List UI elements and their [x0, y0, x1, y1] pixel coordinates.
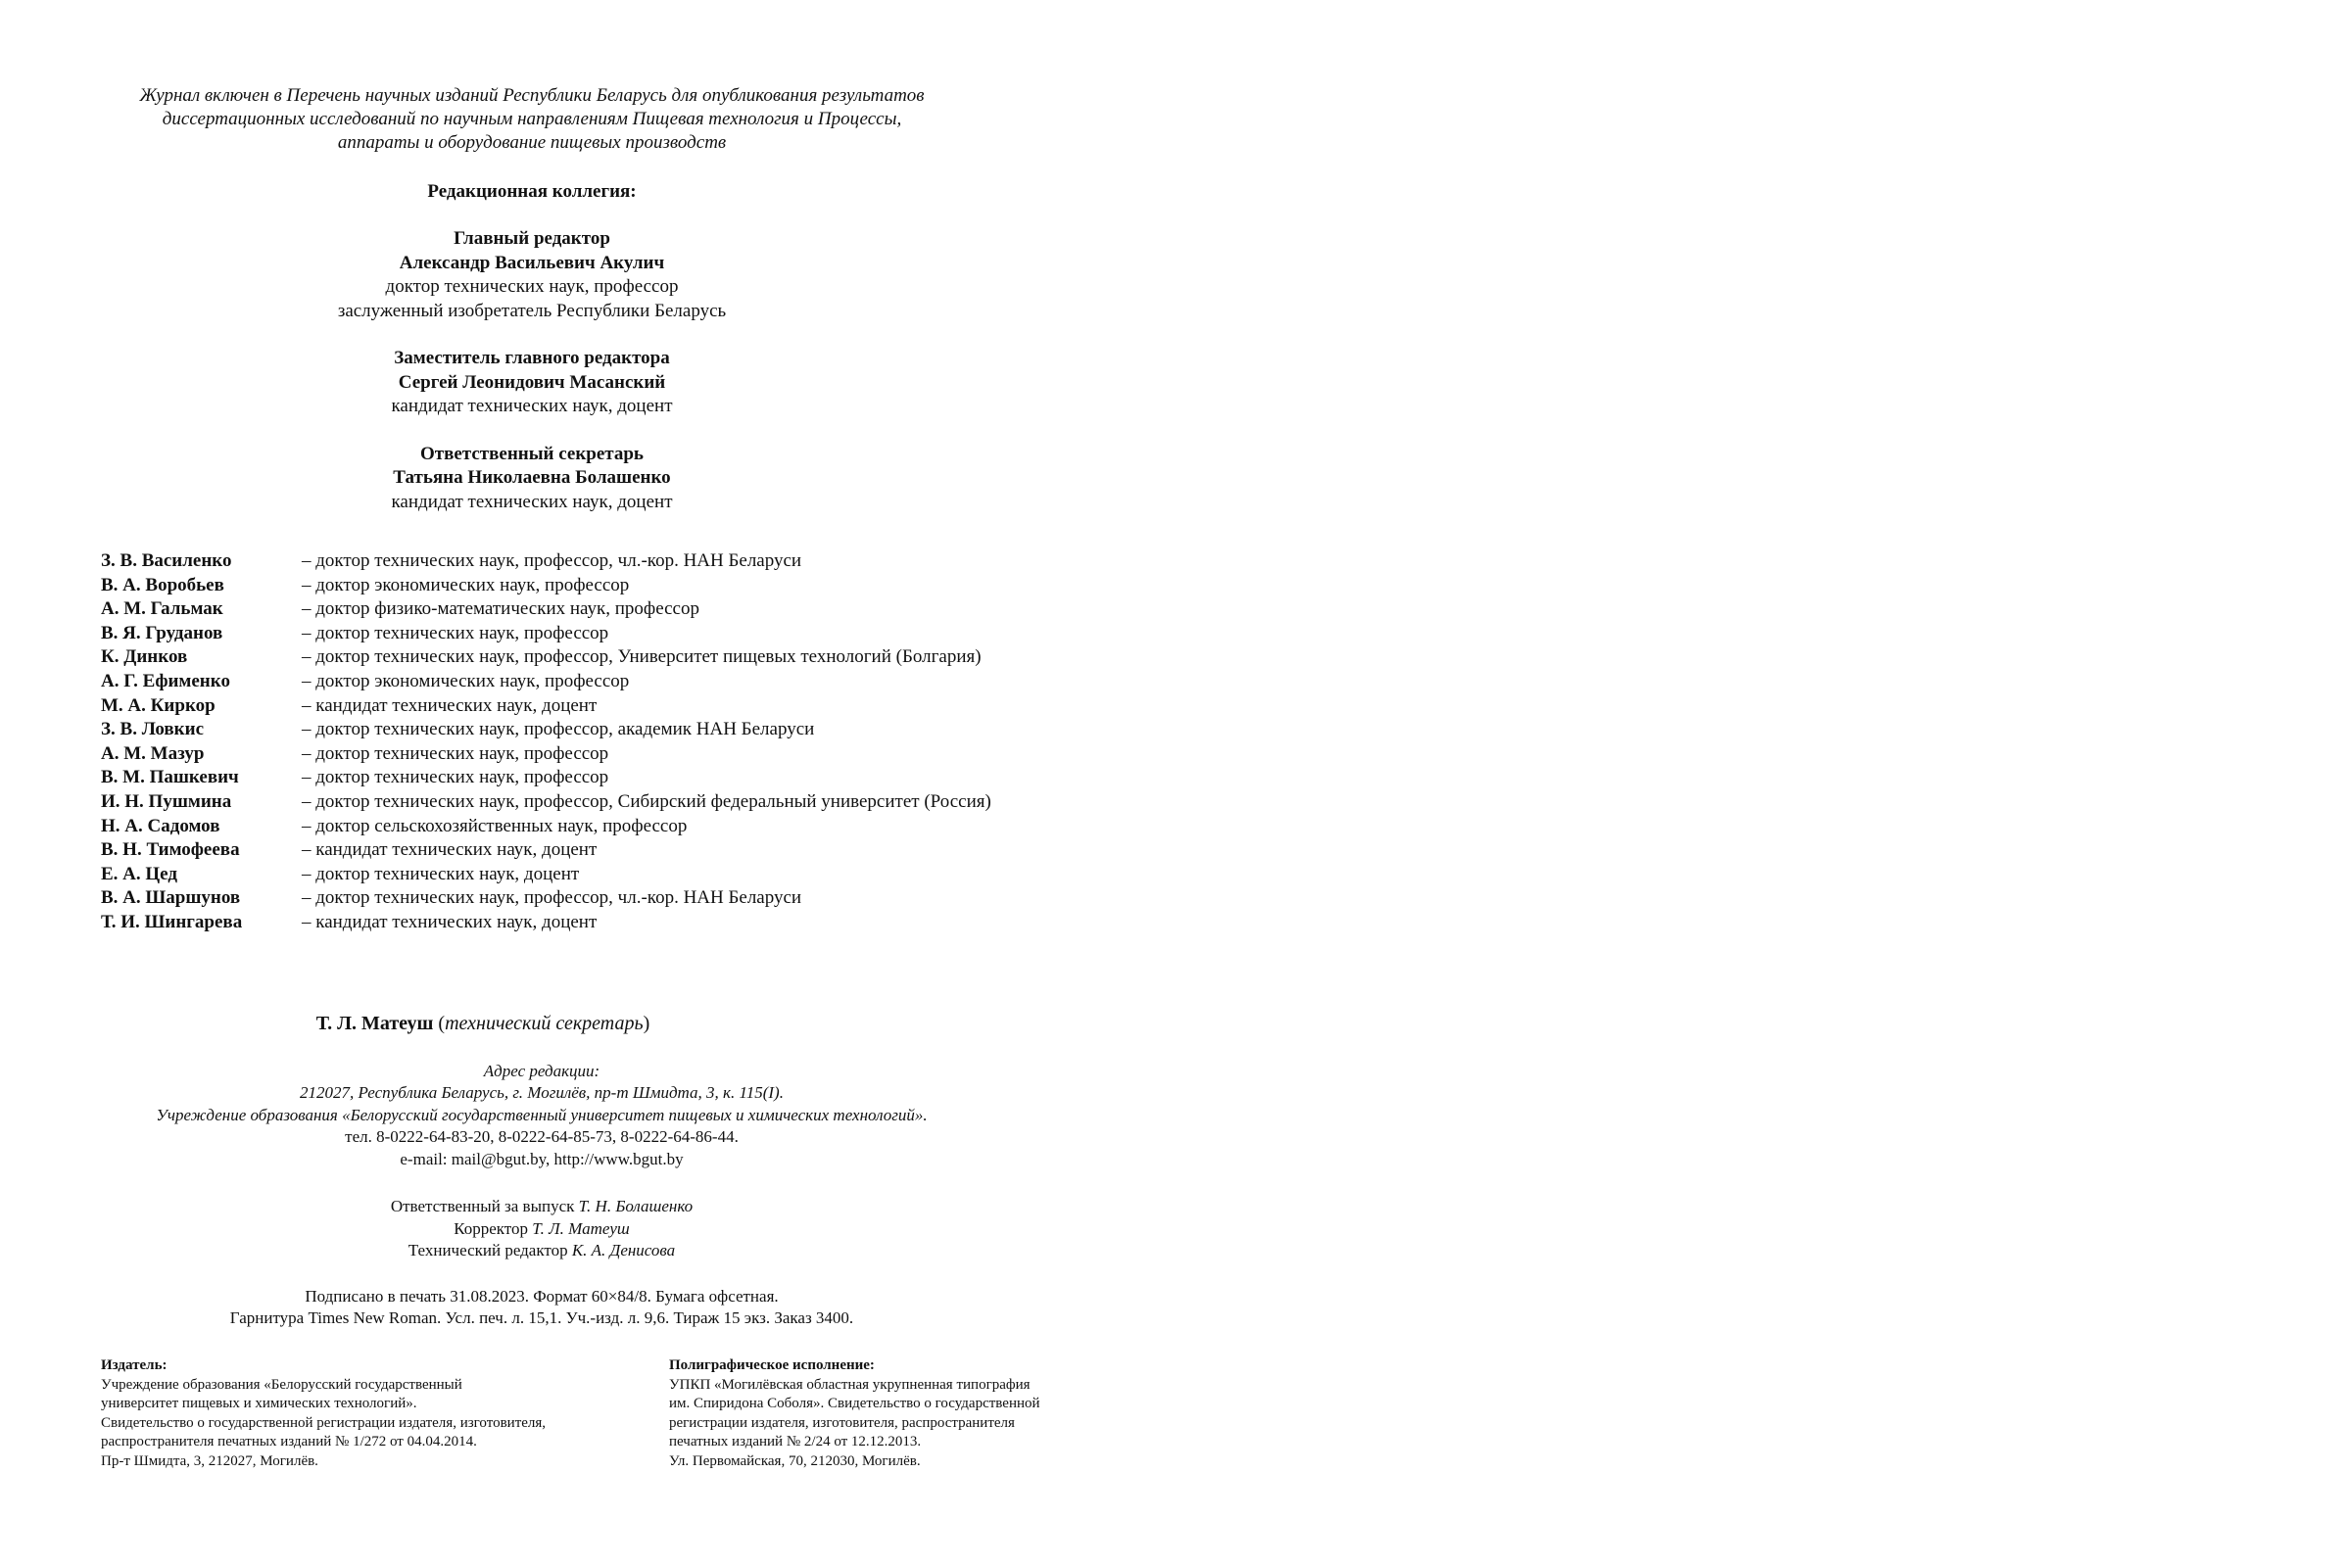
address-phones: тел. 8-0222-64-83-20, 8-0222-64-85-73, 8-0222-64-86-44.	[345, 1127, 739, 1146]
member-row	[101, 670, 1080, 694]
member-name: Н. А. Садомов	[101, 815, 220, 836]
editorial-board-title: Редакционная коллегия:	[427, 181, 637, 202]
publisher-line: распространителя печатных изданий № 1/272 от 04.04.2014.	[101, 1434, 477, 1449]
member-name: А. Г. Ефименко	[101, 670, 230, 691]
publisher-line: Пр-т Шмидта, 3, 212027, Могилёв.	[101, 1452, 318, 1469]
member-description: – доктор сельскохозяйственных наук, профессор	[302, 815, 688, 836]
chief-editor-degree: доктор технических наук, профессор	[385, 276, 679, 297]
member-row	[101, 549, 1080, 574]
member-row	[101, 815, 1080, 839]
close-paren: )	[643, 1012, 650, 1034]
member-name: В. М. Пашкевич	[101, 767, 239, 788]
technical-editor	[3, 1240, 1080, 1262]
deputy-editor-name: Сергей Леонидович Масанский	[398, 371, 666, 393]
release-label: Ответственный за выпуск	[390, 1197, 579, 1215]
printer-line: УПКП «Могилёвская областная укрупненная типография	[669, 1376, 1031, 1393]
member-row	[101, 718, 1080, 742]
intro-line: аппараты и оборудование пищевых производств	[337, 132, 727, 153]
technical-secretary-name: Т. Л. Матеуш	[315, 1012, 434, 1034]
member-name: А. М. Мазур	[101, 742, 205, 764]
journal-imprint-page	[101, 84, 1080, 1330]
chief-editor-role: Главный редактор	[454, 228, 610, 249]
deputy-editor-degree: кандидат технических наук, доцент	[391, 396, 673, 416]
member-row	[101, 597, 1080, 622]
address-line: 212027, Республика Беларусь, г. Могилёв, пр-т Шмидта, 3, к. 115(I).	[300, 1083, 784, 1102]
responsible-persons	[3, 1196, 1080, 1262]
address-email: e-mail: mail@bgut.by, http://www.bgut.by	[400, 1149, 684, 1168]
editorial-address	[3, 1061, 1080, 1171]
member-row	[101, 911, 1080, 935]
member-row	[101, 886, 1080, 911]
publisher-header: Издатель:	[101, 1357, 168, 1373]
member-description: – доктор экономических наук, профессор	[302, 670, 630, 691]
member-name: З. В. Василенко	[101, 550, 232, 571]
printer-header: Полиграфическое исполнение:	[669, 1357, 875, 1373]
intro-line: Журнал включен в Перечень научных изданий Республики Беларусь для опубликования результатов	[139, 85, 925, 106]
board-members-list	[101, 549, 1080, 935]
member-row	[101, 574, 1080, 598]
member-row	[101, 766, 1080, 790]
member-name: А. М. Гальмак	[101, 598, 223, 620]
member-description: – доктор технических наук, профессор, академик НАН Беларуси	[302, 719, 815, 740]
printer-line: им. Спиридона Соболя». Свидетельство о государственной	[669, 1396, 1040, 1411]
journal-inclusion-note	[91, 84, 973, 155]
member-name: В. А. Воробьев	[101, 574, 224, 595]
member-description: – доктор технических наук, профессор, чл.-кор. НАН Беларуси	[302, 887, 802, 909]
member-name: М. А. Киркор	[101, 694, 216, 716]
tech-editor-name: К. А. Денисова	[571, 1241, 676, 1259]
member-name: Е. А. Цед	[101, 863, 177, 884]
member-description: – доктор технических наук, профессор	[302, 742, 609, 764]
imprint-footer	[101, 1356, 1178, 1471]
member-description: – доктор технических наук, доцент	[302, 863, 580, 884]
address-title: Адрес редакции:	[483, 1061, 600, 1080]
intro-line: диссертационных исследований по научным направлениям Пищевая технология и Процессы,	[162, 109, 902, 129]
member-name: З. В. Ловкис	[101, 719, 205, 740]
publisher-line: Учреждение образования «Белорусский государственный	[101, 1376, 462, 1393]
printer-line: Ул. Первомайская, 70, 212030, Могилёв.	[669, 1452, 921, 1469]
member-name: В. Я. Груданов	[101, 622, 223, 643]
member-description: – доктор технических наук, профессор	[302, 767, 609, 788]
chief-editor-block	[91, 227, 973, 323]
member-name: И. Н. Пушмина	[101, 790, 232, 812]
address-institution: Учреждение образования «Белорусский государственный университет пищевых и химических технологий».	[156, 1105, 928, 1124]
printer-line: регистрации издателя, изготовителя, распространителя	[669, 1414, 1015, 1431]
member-row	[101, 694, 1080, 719]
corrector	[3, 1218, 1080, 1241]
secretary-block	[91, 443, 973, 515]
technical-secretary-role: технический секретарь	[445, 1012, 644, 1034]
member-row	[101, 838, 1080, 863]
member-name: К. Динков	[101, 646, 188, 668]
member-row	[101, 622, 1080, 646]
corrector-label: Корректор	[454, 1218, 533, 1238]
secretary-degree: кандидат технических наук, доцент	[391, 491, 673, 512]
deputy-editor-role: Заместитель главного редактора	[394, 348, 670, 368]
member-description: – кандидат технических наук, доцент	[302, 694, 598, 716]
member-description: – доктор технических наук, профессор, Университет пищевых технологий (Болгария)	[302, 646, 982, 668]
member-row	[101, 645, 1080, 670]
member-description: – доктор технических наук, профессор	[302, 622, 609, 643]
tech-editor-label: Технический редактор	[408, 1241, 572, 1259]
member-name: В. А. Шаршунов	[101, 887, 241, 909]
publisher-info	[101, 1356, 669, 1471]
publisher-line: Свидетельство о государственной регистрации издателя, изготовителя,	[101, 1414, 547, 1431]
member-description: – доктор экономических наук, профессор	[302, 574, 630, 595]
member-row	[101, 863, 1080, 887]
printer-info	[669, 1356, 1178, 1471]
member-description: – кандидат технических наук, доцент	[302, 911, 598, 932]
corrector-name: Т. Л. Матеуш	[532, 1218, 630, 1238]
open-paren: (	[438, 1012, 446, 1034]
print-info-line: Гарнитура Times New Roman. Усл. печ. л. 15,1. Уч.-изд. л. 9,6. Тираж 15 экз. Заказ 3400.	[229, 1308, 854, 1327]
secretary-name: Татьяна Николаевна Болашенко	[393, 467, 671, 488]
member-description: – доктор технических наук, профессор, Сибирский федеральный университет (Россия)	[302, 790, 991, 812]
member-description: – кандидат технических наук, доцент	[302, 839, 598, 861]
release-name: Т. Н. Болашенко	[578, 1197, 694, 1215]
printer-line: печатных изданий № 2/24 от 12.12.2013.	[669, 1434, 922, 1449]
member-row	[101, 742, 1080, 767]
secretary-role: Ответственный секретарь	[420, 443, 644, 464]
member-description: – доктор технических наук, профессор, чл.-кор. НАН Беларуси	[302, 550, 802, 571]
print-info-line: Подписано в печать 31.08.2023. Формат 60×84/8. Бумага офсетная.	[305, 1286, 779, 1306]
member-name: В. Н. Тимофеева	[101, 839, 240, 861]
member-row	[101, 790, 1080, 815]
member-description: – доктор физико-математических наук, профессор	[302, 598, 699, 620]
print-info	[3, 1286, 1080, 1330]
release-responsible	[3, 1196, 1080, 1218]
technical-secretary-line	[3, 1012, 963, 1035]
deputy-editor-block	[91, 347, 973, 419]
publisher-line: университет пищевых и химических технологий».	[101, 1396, 417, 1411]
chief-editor-honor: заслуженный изобретатель Республики Беларусь	[337, 300, 727, 321]
member-name: Т. И. Шингарева	[101, 911, 243, 932]
chief-editor-name: Александр Васильевич Акулич	[399, 252, 665, 273]
